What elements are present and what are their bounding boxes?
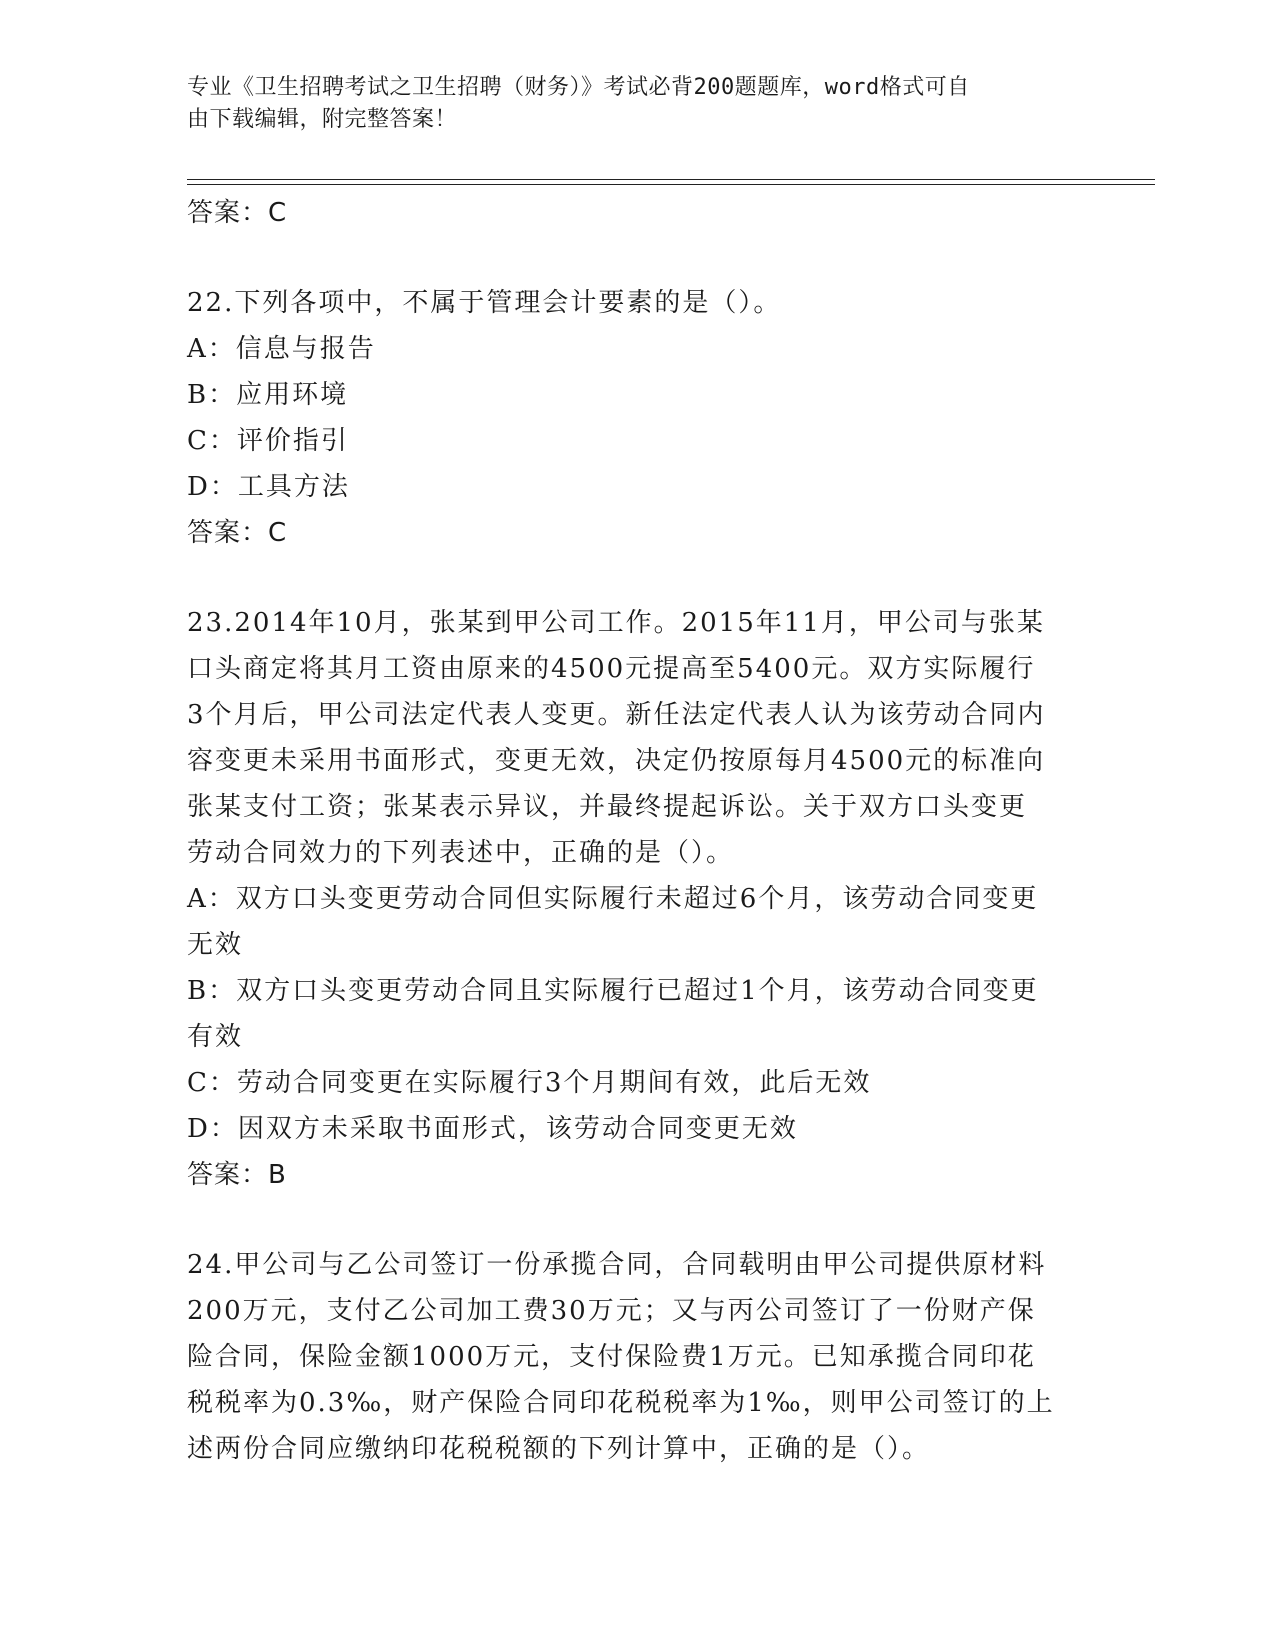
question-stem-line: 23.2014年10月，张某到甲公司工作。2015年11月，甲公司与张某 bbox=[187, 608, 1045, 638]
option-d: D：因双方未采取书面形式，该劳动合同变更无效 bbox=[187, 1114, 798, 1144]
option-d: D：工具方法 bbox=[187, 472, 350, 502]
question-24 bbox=[187, 1242, 1087, 1472]
question-stem-line: 险合同，保险金额1000万元，支付保险费1万元。已知承揽合同印花 bbox=[187, 1342, 1036, 1372]
option-b: B：双方口头变更劳动合同且实际履行已超过1个月，该劳动合同变更 bbox=[187, 976, 1039, 1006]
document-body bbox=[187, 190, 1087, 1472]
header-line-2: 由下载编辑，附完整答案！ bbox=[187, 107, 458, 132]
header-divider-bottom bbox=[187, 184, 1155, 185]
option-b-continued: 有效 bbox=[187, 1022, 244, 1052]
question-stem-line: 容变更未采用书面形式，变更无效，决定仍按原每月4500元的标准向 bbox=[187, 746, 1046, 776]
question-23 bbox=[187, 600, 1087, 1198]
header-divider-top bbox=[187, 179, 1155, 180]
question-stem-line: 口头商定将其月工资由原来的4500元提高至5400元。双方实际履行 bbox=[187, 654, 1036, 684]
question-stem-line: 3个月后，甲公司法定代表人变更。新任法定代表人认为该劳动合同内 bbox=[187, 700, 1046, 730]
option-b: B：应用环境 bbox=[187, 380, 349, 410]
option-a: A：双方口头变更劳动合同但实际履行未超过6个月，该劳动合同变更 bbox=[187, 884, 1039, 914]
answer: 答案：C bbox=[187, 518, 288, 548]
question-stem-line: 税税率为0.3‰，财产保险合同印花税税率为1‰，则甲公司签订的上 bbox=[187, 1388, 1055, 1418]
option-c: C：评价指引 bbox=[187, 426, 349, 456]
question-stem-line: 劳动合同效力的下列表述中，正确的是（）。 bbox=[187, 838, 735, 868]
question-stem: 22.下列各项中，不属于管理会计要素的是（）。 bbox=[187, 288, 782, 318]
question-stem-line: 张某支付工资；张某表示异议，并最终提起诉讼。关于双方口头变更 bbox=[187, 792, 1028, 822]
option-a: A：信息与报告 bbox=[187, 334, 376, 364]
question-stem-line: 24.甲公司与乙公司签订一份承揽合同，合同载明由甲公司提供原材料 bbox=[187, 1250, 1047, 1280]
document-header bbox=[187, 72, 1067, 136]
question-22 bbox=[187, 280, 1087, 556]
previous-answer: 答案：C bbox=[187, 198, 288, 228]
header-line-1: 专业《卫生招聘考试之卫生招聘（财务）》考试必背200题题库，word格式可自 bbox=[187, 75, 970, 100]
question-stem-line: 200万元，支付乙公司加工费30万元；又与丙公司签订了一份财产保 bbox=[187, 1296, 1036, 1326]
option-a-continued: 无效 bbox=[187, 930, 244, 960]
option-c: C：劳动合同变更在实际履行3个月期间有效，此后无效 bbox=[187, 1068, 872, 1098]
answer: 答案：B bbox=[187, 1160, 287, 1190]
question-stem-line: 述两份合同应缴纳印花税税额的下列计算中，正确的是（）。 bbox=[187, 1434, 931, 1464]
